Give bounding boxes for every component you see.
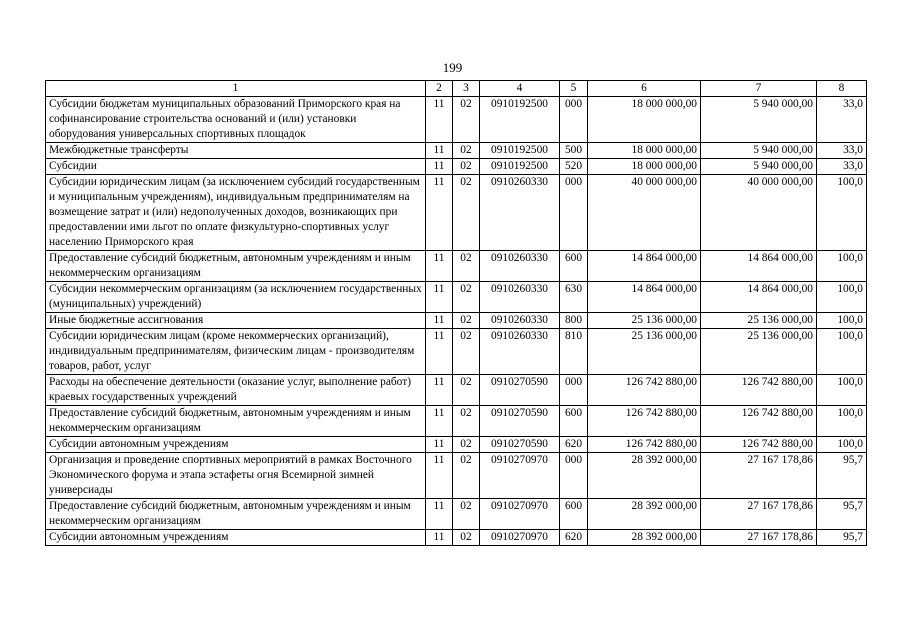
row-name: Субсидии бюджетам муниципальных образований Приморского края на софинансирование строительства оснований и (или) установки оборудования универсальных спортивных площадок	[46, 97, 426, 143]
executed-amount: 25 136 000,00	[701, 329, 817, 375]
expense-type-code: 800	[560, 313, 588, 329]
planned-amount: 126 742 880,00	[588, 406, 701, 437]
table-row	[46, 282, 867, 313]
executed-amount: 5 940 000,00	[701, 143, 817, 159]
row-name: Предоставление субсидий бюджетным, автономным учреждениям и иным некоммерческим организациям	[46, 251, 426, 282]
planned-amount: 40 000 000,00	[588, 175, 701, 251]
row-name: Иные бюджетные ассигнования	[46, 313, 426, 329]
table-row	[46, 251, 867, 282]
subsection-code: 02	[453, 530, 480, 546]
planned-amount: 14 864 000,00	[588, 282, 701, 313]
table-row	[46, 499, 867, 530]
subsection-code: 02	[453, 97, 480, 143]
target-article-code: 0910270970	[480, 530, 560, 546]
section-code: 11	[426, 375, 453, 406]
execution-percent: 100,0	[817, 437, 867, 453]
expense-type-code: 600	[560, 251, 588, 282]
column-header: 6	[588, 81, 701, 97]
execution-percent: 33,0	[817, 159, 867, 175]
column-header: 5	[560, 81, 588, 97]
planned-amount: 25 136 000,00	[588, 329, 701, 375]
executed-amount: 126 742 880,00	[701, 437, 817, 453]
target-article-code: 0910260330	[480, 175, 560, 251]
target-article-code: 0910270590	[480, 406, 560, 437]
section-code: 11	[426, 453, 453, 499]
column-header: 1	[46, 81, 426, 97]
planned-amount: 28 392 000,00	[588, 499, 701, 530]
executed-amount: 14 864 000,00	[701, 282, 817, 313]
planned-amount: 28 392 000,00	[588, 453, 701, 499]
target-article-code: 0910270590	[480, 437, 560, 453]
target-article-code: 0910260330	[480, 329, 560, 375]
column-header: 7	[701, 81, 817, 97]
execution-percent: 100,0	[817, 282, 867, 313]
row-name: Субсидии юридическим лицам (за исключением субсидий государственным и муниципальным учреждениям), индивидуальным предпринимателям на возмещение затрат и (или) недополученных доходов, возникающих при предоставлении ими льгот по оплате физкультурно-спортивных услуг населению Приморского края	[46, 175, 426, 251]
subsection-code: 02	[453, 499, 480, 530]
expense-type-code: 500	[560, 143, 588, 159]
section-code: 11	[426, 530, 453, 546]
planned-amount: 18 000 000,00	[588, 97, 701, 143]
executed-amount: 27 167 178,86	[701, 530, 817, 546]
column-header: 8	[817, 81, 867, 97]
execution-percent: 100,0	[817, 313, 867, 329]
subsection-code: 02	[453, 159, 480, 175]
subsection-code: 02	[453, 329, 480, 375]
table-row	[46, 329, 867, 375]
expense-type-code: 620	[560, 530, 588, 546]
row-name: Субсидии автономным учреждениям	[46, 530, 426, 546]
section-code: 11	[426, 406, 453, 437]
column-header: 4	[480, 81, 560, 97]
table-row	[46, 375, 867, 406]
target-article-code: 0910192500	[480, 143, 560, 159]
expense-type-code: 630	[560, 282, 588, 313]
section-code: 11	[426, 437, 453, 453]
execution-percent: 33,0	[817, 143, 867, 159]
table-row	[46, 437, 867, 453]
row-name: Межбюджетные трансферты	[46, 143, 426, 159]
execution-percent: 100,0	[817, 375, 867, 406]
execution-percent: 100,0	[817, 175, 867, 251]
subsection-code: 02	[453, 143, 480, 159]
expense-type-code: 620	[560, 437, 588, 453]
expense-type-code: 810	[560, 329, 588, 375]
execution-percent: 100,0	[817, 329, 867, 375]
executed-amount: 27 167 178,86	[701, 453, 817, 499]
row-name: Субсидии некоммерческим организациям (за исключением государственных (муниципальных) учреждений)	[46, 282, 426, 313]
executed-amount: 14 864 000,00	[701, 251, 817, 282]
expense-type-code: 000	[560, 175, 588, 251]
row-name: Субсидии	[46, 159, 426, 175]
section-code: 11	[426, 499, 453, 530]
target-article-code: 0910270970	[480, 499, 560, 530]
column-header: 2	[426, 81, 453, 97]
planned-amount: 28 392 000,00	[588, 530, 701, 546]
subsection-code: 02	[453, 313, 480, 329]
subsection-code: 02	[453, 251, 480, 282]
row-name: Предоставление субсидий бюджетным, автономным учреждениям и иным некоммерческим организациям	[46, 499, 426, 530]
table-row	[46, 159, 867, 175]
subsection-code: 02	[453, 406, 480, 437]
table-row	[46, 175, 867, 251]
row-name: Расходы на обеспечение деятельности (оказание услуг, выполнение работ) краевых государственных учреждений	[46, 375, 426, 406]
expense-type-code: 520	[560, 159, 588, 175]
table-row	[46, 453, 867, 499]
execution-percent: 100,0	[817, 251, 867, 282]
planned-amount: 18 000 000,00	[588, 143, 701, 159]
table-row	[46, 97, 867, 143]
executed-amount: 126 742 880,00	[701, 375, 817, 406]
subsection-code: 02	[453, 375, 480, 406]
page-number: 199	[442, 60, 463, 75]
execution-percent: 95,7	[817, 499, 867, 530]
execution-percent: 100,0	[817, 406, 867, 437]
column-header: 3	[453, 81, 480, 97]
expense-type-code: 000	[560, 97, 588, 143]
planned-amount: 14 864 000,00	[588, 251, 701, 282]
planned-amount: 126 742 880,00	[588, 375, 701, 406]
section-code: 11	[426, 282, 453, 313]
section-code: 11	[426, 329, 453, 375]
row-name: Организация и проведение спортивных мероприятий в рамках Восточного Экономического форума и этапа эстафеты огня Всемирной зимней универсиады	[46, 453, 426, 499]
expense-type-code: 600	[560, 499, 588, 530]
target-article-code: 0910270590	[480, 375, 560, 406]
planned-amount: 18 000 000,00	[588, 159, 701, 175]
section-code: 11	[426, 251, 453, 282]
executed-amount: 5 940 000,00	[701, 97, 817, 143]
table-row	[46, 530, 867, 546]
header-row	[46, 81, 867, 97]
executed-amount: 40 000 000,00	[701, 175, 817, 251]
table-row	[46, 313, 867, 329]
subsection-code: 02	[453, 282, 480, 313]
executed-amount: 5 940 000,00	[701, 159, 817, 175]
section-code: 11	[426, 143, 453, 159]
executed-amount: 126 742 880,00	[701, 406, 817, 437]
subsection-code: 02	[453, 453, 480, 499]
target-article-code: 0910192500	[480, 159, 560, 175]
budget-table	[45, 80, 867, 546]
table-row	[46, 143, 867, 159]
target-article-code: 0910260330	[480, 251, 560, 282]
table-row	[46, 406, 867, 437]
section-code: 11	[426, 159, 453, 175]
target-article-code: 0910270970	[480, 453, 560, 499]
section-code: 11	[426, 313, 453, 329]
expense-type-code: 600	[560, 406, 588, 437]
row-name: Предоставление субсидий бюджетным, автономным учреждениям и иным некоммерческим организациям	[46, 406, 426, 437]
expense-type-code: 000	[560, 375, 588, 406]
execution-percent: 33,0	[817, 97, 867, 143]
planned-amount: 25 136 000,00	[588, 313, 701, 329]
planned-amount: 126 742 880,00	[588, 437, 701, 453]
subsection-code: 02	[453, 437, 480, 453]
executed-amount: 27 167 178,86	[701, 499, 817, 530]
section-code: 11	[426, 97, 453, 143]
execution-percent: 95,7	[817, 530, 867, 546]
target-article-code: 0910260330	[480, 313, 560, 329]
expense-type-code: 000	[560, 453, 588, 499]
target-article-code: 0910260330	[480, 282, 560, 313]
execution-percent: 95,7	[817, 453, 867, 499]
executed-amount: 25 136 000,00	[701, 313, 817, 329]
target-article-code: 0910192500	[480, 97, 560, 143]
row-name: Субсидии автономным учреждениям	[46, 437, 426, 453]
section-code: 11	[426, 175, 453, 251]
subsection-code: 02	[453, 175, 480, 251]
row-name: Субсидии юридическим лицам (кроме некоммерческих организаций), индивидуальным предпринимателям, физическим лицам - производителям товаров, работ, услуг	[46, 329, 426, 375]
